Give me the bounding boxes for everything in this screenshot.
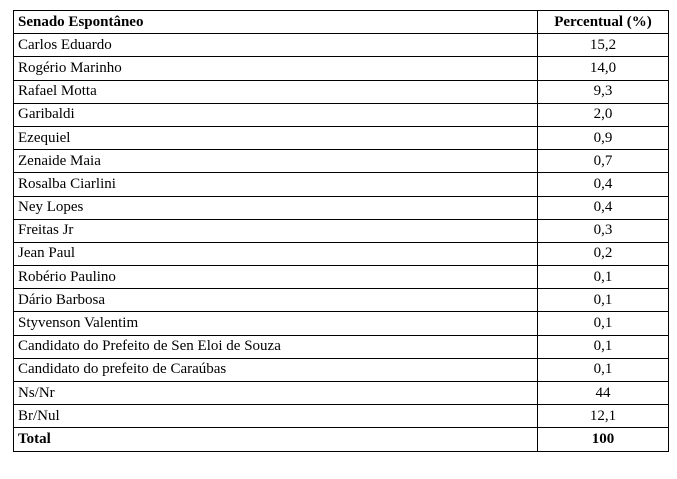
candidate-name: Freitas Jr	[14, 219, 538, 242]
candidate-percent: 0,1	[538, 266, 669, 289]
table-header-row	[14, 11, 669, 34]
table-row	[14, 173, 669, 196]
table-row	[14, 57, 669, 80]
total-label: Total	[14, 428, 538, 451]
senate-poll-table	[13, 10, 669, 452]
candidate-name: Rosalba Ciarlini	[14, 173, 538, 196]
candidate-percent: 0,3	[538, 219, 669, 242]
candidate-name: Garibaldi	[14, 103, 538, 126]
candidate-name: Rafael Motta	[14, 80, 538, 103]
candidate-percent: 0,4	[538, 173, 669, 196]
candidate-percent: 2,0	[538, 103, 669, 126]
candidate-name: Candidato do Prefeito de Sen Eloi de Souza	[14, 335, 538, 358]
candidate-percent: 0,1	[538, 312, 669, 335]
candidate-name: Robério Paulino	[14, 266, 538, 289]
table-row	[14, 126, 669, 149]
table-row	[14, 219, 669, 242]
column-header-percent: Percentual (%)	[538, 11, 669, 34]
table-row	[14, 242, 669, 265]
candidate-name: Ezequiel	[14, 126, 538, 149]
table-row	[14, 358, 669, 381]
candidate-percent: 0,7	[538, 150, 669, 173]
table-row	[14, 382, 669, 405]
table-row	[14, 289, 669, 312]
candidate-name: Jean Paul	[14, 242, 538, 265]
table-row	[14, 405, 669, 428]
candidate-name: Rogério Marinho	[14, 57, 538, 80]
candidate-percent: 0,4	[538, 196, 669, 219]
table-row	[14, 103, 669, 126]
table-row	[14, 34, 669, 57]
candidate-name: Ns/Nr	[14, 382, 538, 405]
candidate-percent: 44	[538, 382, 669, 405]
table-row	[14, 80, 669, 103]
candidate-name: Styvenson Valentim	[14, 312, 538, 335]
candidate-percent: 0,1	[538, 358, 669, 381]
candidate-name: Carlos Eduardo	[14, 34, 538, 57]
candidate-percent: 9,3	[538, 80, 669, 103]
column-header-candidate: Senado Espontâneo	[14, 11, 538, 34]
candidate-percent: 14,0	[538, 57, 669, 80]
candidate-name: Dário Barbosa	[14, 289, 538, 312]
candidate-name: Br/Nul	[14, 405, 538, 428]
candidate-percent: 12,1	[538, 405, 669, 428]
candidate-percent: 0,2	[538, 242, 669, 265]
candidate-percent: 0,1	[538, 335, 669, 358]
table-row	[14, 266, 669, 289]
table-row	[14, 196, 669, 219]
total-row	[14, 428, 669, 451]
candidate-percent: 15,2	[538, 34, 669, 57]
table-row	[14, 335, 669, 358]
candidate-name: Ney Lopes	[14, 196, 538, 219]
candidate-percent: 0,9	[538, 126, 669, 149]
candidate-percent: 0,1	[538, 289, 669, 312]
candidate-name: Candidato do prefeito de Caraúbas	[14, 358, 538, 381]
total-value: 100	[538, 428, 669, 451]
candidate-name: Zenaide Maia	[14, 150, 538, 173]
table-row	[14, 312, 669, 335]
table-row	[14, 150, 669, 173]
